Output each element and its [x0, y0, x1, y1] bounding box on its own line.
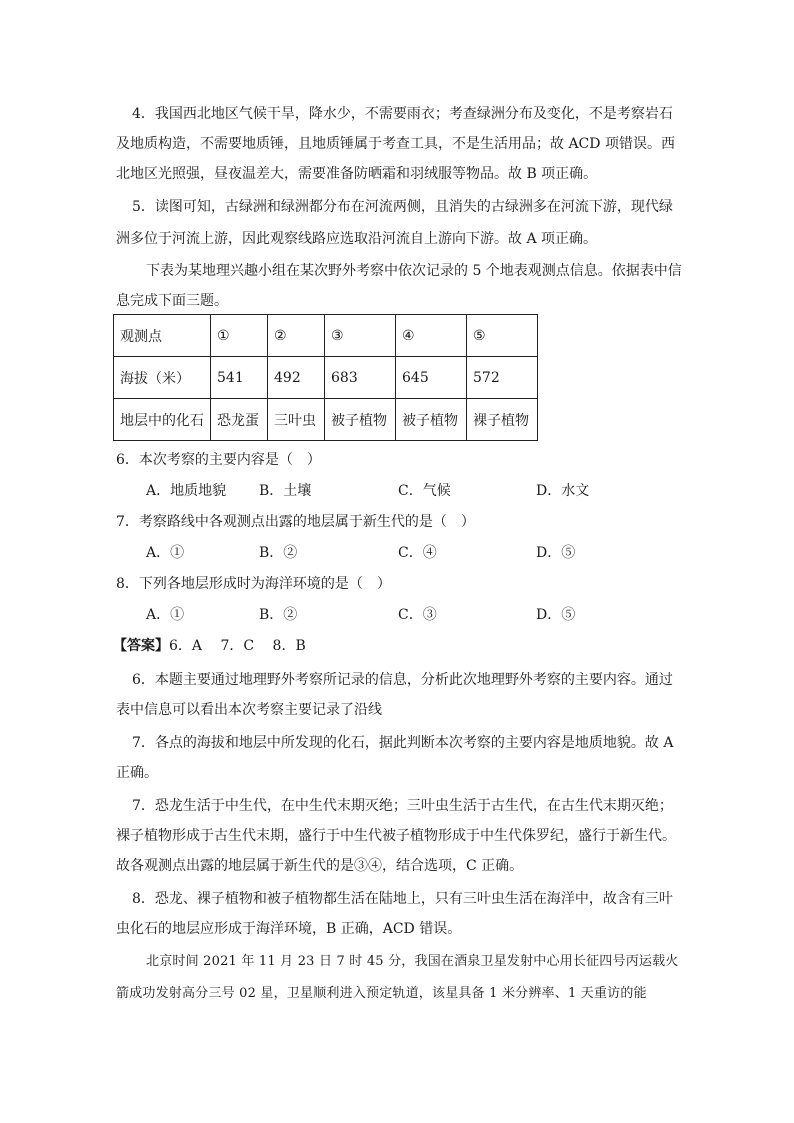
question-6-stem: 6．本次考察的主要内容是（ ） — [116, 452, 321, 468]
answer-line — [113, 636, 306, 656]
table-cell: 645 — [396, 357, 467, 399]
table-cell: 492 — [268, 357, 325, 399]
table-row — [114, 399, 538, 441]
table-row — [114, 315, 538, 357]
passage-line-2: 箭成功发射高分三号 02 星，卫星顺利进入预定轨道，该星具备 1 米分辨率、1 天重访的能 — [116, 986, 647, 1001]
answer-label: 【答案】 — [113, 638, 169, 654]
table-cell: 被子植物 — [325, 399, 396, 441]
explanation-7b-line-2: 裸子植物形成于古生代末期，盛行于中生代被子植物形成于中生代侏罗纪，盛行于新生代。 — [116, 828, 676, 844]
table-cell: 恐龙蛋 — [211, 399, 268, 441]
explanation-4-line-1: 4．我国西北地区气候干旱，降水少，不需要雨衣；考查绿洲分布及变化，不是考察岩石 — [132, 106, 673, 122]
question-8-option-a: A．① — [146, 607, 185, 623]
table-cell: 地层中的化石 — [114, 399, 211, 441]
question-7-option-b: B．② — [259, 545, 298, 561]
table-cell: 三叶虫 — [268, 399, 325, 441]
question-7-option-c: C．④ — [398, 545, 437, 561]
explanation-7b-line-1: 7．恐龙生活于中生代，在中生代末期灭绝；三叶虫生活于古生代，在古生代末期灭绝； — [132, 798, 673, 814]
explanation-7a-line-2: 正确。 — [116, 765, 158, 781]
question-7-option-d: D．⑤ — [536, 545, 576, 561]
table-cell: 被子植物 — [396, 399, 467, 441]
intro-line-2: 息完成下面三题。 — [116, 293, 228, 309]
answer-text: 6．A 7．C 8．B — [169, 638, 306, 654]
question-6-option-b: B．土壤 — [259, 483, 312, 499]
explanation-6-line-1: 6．本题主要通过地理野外考察所记录的信息，分析此次地理野外考察的主要内容。通过 — [132, 672, 673, 688]
explanation-5-line-2: 洲多位于河流上游，因此观察线路应选取沿河流自上游向下游。故 A 项正确。 — [116, 231, 598, 247]
table-cell: ④ — [396, 315, 467, 357]
table-cell: 观测点 — [114, 315, 211, 357]
explanation-8-line-2: 虫化石的地层应形成于海洋环境，B 正确，ACD 错误。 — [116, 921, 462, 937]
question-8-option-c: C．③ — [398, 607, 437, 623]
passage-line-1: 北京时间 2021 年 11 月 23 日 7 时 45 分，我国在酒泉卫星发射中心用长征四号丙运载火 — [146, 954, 679, 969]
table-cell: ③ — [325, 315, 396, 357]
explanation-6-line-2: 表中信息可以看出本次考察主要记录了沿线 — [116, 702, 382, 718]
explanation-4-line-3: 北地区光照强，昼夜温差大，需要准备防晒霜和羽绒服等物品。故 B 项正确。 — [116, 166, 598, 182]
table-cell: 裸子植物 — [467, 399, 538, 441]
table-cell: ① — [211, 315, 268, 357]
explanation-7b-line-3: 故各观测点出露的地层属于新生代的是③④，结合选项，C 正确。 — [116, 858, 524, 874]
question-8-option-d: D．⑤ — [536, 607, 576, 623]
question-7-option-a: A．① — [146, 545, 185, 561]
explanation-4-line-2: 及地质构造，不需要地质锤，且地质锤属于考查工具，不是生活用品；故 ACD 项错误。西 — [116, 136, 675, 152]
question-6-option-c: C．气候 — [398, 483, 451, 499]
table-cell: ② — [268, 315, 325, 357]
table-row — [114, 357, 538, 399]
observation-table — [113, 314, 538, 441]
question-8-option-b: B．② — [259, 607, 298, 623]
intro-line-1: 下表为某地理兴趣小组在某次野外考察中依次记录的 5 个地表观测点信息。依据表中信 — [146, 263, 682, 279]
explanation-5-line-1: 5．读图可知，古绿洲和绿洲都分布在河流两侧，且消失的古绿洲多在河流下游，现代绿 — [132, 199, 673, 215]
table-cell: 572 — [467, 357, 538, 399]
table-cell: ⑤ — [467, 315, 538, 357]
question-6-option-a: A．地质地貌 — [146, 483, 227, 499]
table-cell: 海拔（米） — [114, 357, 211, 399]
explanation-7a-line-1: 7．各点的海拔和地层中所发现的化石，据此判断本次考察的主要内容是地质地貌。故 A — [132, 735, 674, 751]
explanation-8-line-1: 8．恐龙、裸子植物和被子植物都生活在陆地上，只有三叶虫生活在海洋中，故含有三叶 — [132, 891, 673, 907]
table-cell: 683 — [325, 357, 396, 399]
question-7-stem: 7．考察路线中各观测点出露的地层属于新生代的是（ ） — [116, 514, 475, 530]
question-8-stem: 8．下列各地层形成时为海洋环境的是（ ） — [116, 576, 391, 592]
question-6-option-d: D．水文 — [536, 483, 590, 499]
table-cell: 541 — [211, 357, 268, 399]
